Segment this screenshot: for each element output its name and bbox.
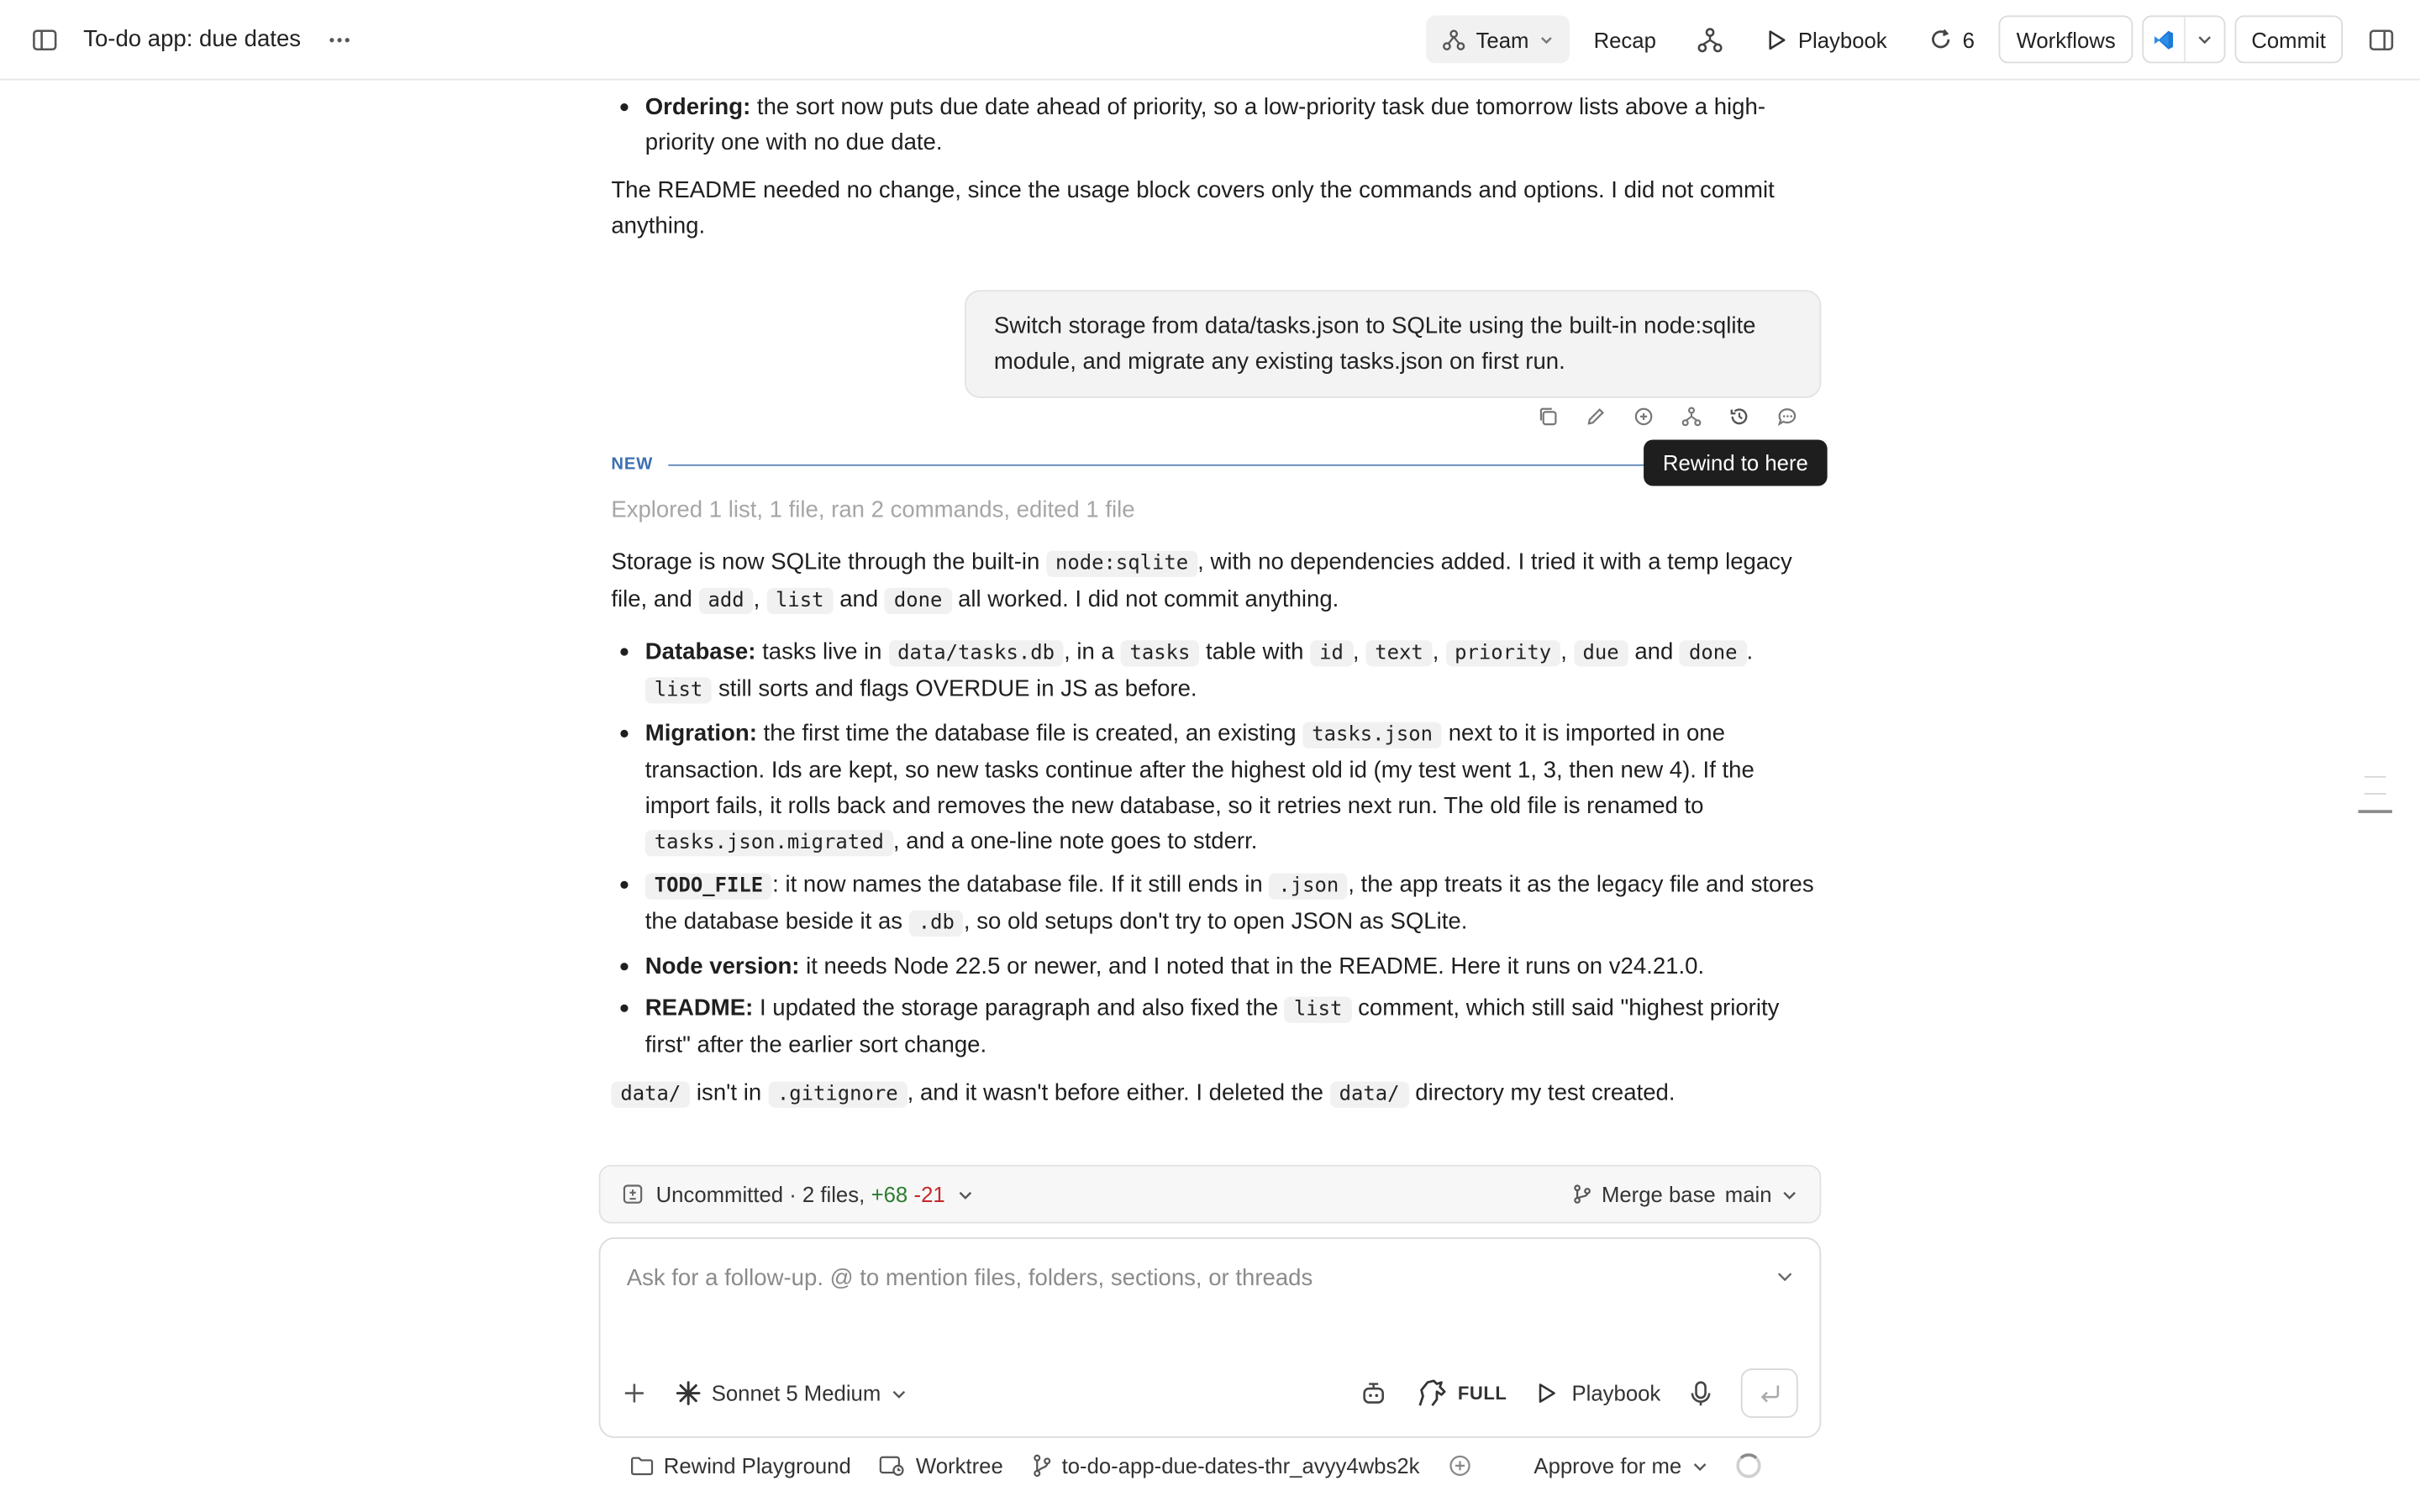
rewind-playground-label: Rewind Playground xyxy=(663,1453,851,1478)
git-branch-icon xyxy=(1031,1453,1053,1478)
refresh-count: 6 xyxy=(1962,27,1975,52)
uncommitted-summary[interactable]: Uncommitted · 2 files, xyxy=(655,1181,865,1207)
text-run: still sorts and flags OVERDUE in JS as before. xyxy=(712,675,1197,702)
text-run: the first time the database file is created, an existing xyxy=(756,719,1303,747)
minimap-mark xyxy=(2365,776,2386,778)
send-button[interactable] xyxy=(1741,1368,1798,1418)
worktree-icon xyxy=(879,1453,907,1478)
text-run: comment, which still said "highest priority first" after the earlier sort change. xyxy=(644,995,1780,1058)
more-options-icon[interactable] xyxy=(323,23,356,56)
inline-code: list xyxy=(645,677,713,703)
team-icon xyxy=(1442,27,1466,51)
inline-code: node:sqlite xyxy=(1046,551,1197,577)
text-run: , xyxy=(1560,638,1574,665)
inline-code: id xyxy=(1310,640,1353,666)
new-divider xyxy=(611,450,1648,478)
refresh-icon xyxy=(1927,26,1953,52)
graph-button[interactable] xyxy=(1681,15,1739,63)
chevron-down-icon[interactable] xyxy=(957,1186,974,1203)
list-item xyxy=(611,90,1821,160)
text-run: , and a one-line note goes to stderr. xyxy=(892,827,1258,854)
inline-code: list xyxy=(766,588,834,614)
previous-response xyxy=(611,81,1821,244)
inline-code: done xyxy=(1680,640,1747,666)
changes-bar xyxy=(599,1165,1822,1224)
team-selector[interactable] xyxy=(1427,15,1569,63)
text-run: : it now names the database file. If it still ends in xyxy=(772,871,1270,898)
text-run: all worked. I did not commit anything. xyxy=(951,585,1339,613)
worktree-label: Worktree xyxy=(915,1453,1003,1478)
chevron-down-icon[interactable] xyxy=(2184,17,2224,61)
thread-title: To-do app: due dates xyxy=(83,26,302,53)
diff-icon xyxy=(622,1184,644,1205)
response-final xyxy=(611,1075,1821,1112)
list-item xyxy=(611,867,1821,941)
inline-code: due xyxy=(1574,640,1628,666)
playbook-composer-button[interactable] xyxy=(1534,1381,1660,1405)
model-label: Sonnet 5 Medium xyxy=(711,1380,881,1406)
text-run: , the app treats it as the legacy file and stores the database beside it as xyxy=(644,871,1814,936)
play-icon xyxy=(1534,1381,1559,1405)
vscode-icon[interactable] xyxy=(2144,17,2184,61)
fork-icon[interactable] xyxy=(1676,402,1706,431)
inline-code: add xyxy=(699,588,754,614)
inline-code: data/ xyxy=(611,1082,690,1108)
text-run: next to it is imported in one transaction. Ids are kept, so new tasks continue after the highest old id (my test went 1, 3, then new 4). If the import fails, it rolls back and removes the new database, so it retries next run. The old file is renamed to xyxy=(644,719,1754,819)
chevron-down-icon[interactable] xyxy=(1775,1267,1795,1287)
composer-footer xyxy=(629,1447,1760,1484)
activity-summary[interactable]: Explored 1 list, 1 file, ran 2 commands, edited 1 file xyxy=(611,496,1135,523)
branch-name: to-do-app-due-dates-thr_avyy4wbs2k xyxy=(1061,1453,1420,1478)
database-label: Database: xyxy=(644,638,756,665)
inline-code: tasks xyxy=(1120,640,1199,666)
folder-icon xyxy=(629,1455,654,1477)
text-run: , in a xyxy=(1064,638,1121,665)
text-run: Storage is now SQLite through the built-in xyxy=(611,549,1046,576)
workflows-button[interactable] xyxy=(1999,15,2133,63)
team-label: Team xyxy=(1476,27,1529,52)
chevron-down-icon xyxy=(1538,32,1553,47)
text-run: , xyxy=(1352,638,1366,665)
worktree-button[interactable] xyxy=(879,1453,1003,1478)
user-message: Switch storage from data/tasks.json to SQLite using the built-in node:sqlite module, and migrate any existing tasks.json on first run. xyxy=(965,290,1821,398)
merge-base-label: Merge base xyxy=(1601,1181,1716,1207)
scroll-minimap[interactable] xyxy=(2358,776,2391,828)
minimap-mark-active xyxy=(2358,810,2391,813)
playbook-button[interactable] xyxy=(1749,15,1902,63)
inline-code: tasks.json.migrated xyxy=(645,829,893,855)
inline-code: priority xyxy=(1445,640,1560,666)
right-panel-toggle-icon[interactable] xyxy=(2365,23,2398,56)
top-bar-right xyxy=(1427,15,2398,63)
top-bar-left xyxy=(0,23,356,56)
model-selector[interactable] xyxy=(675,1379,908,1407)
text-run: directory my test created. xyxy=(1408,1079,1676,1106)
mode-selector[interactable] xyxy=(1414,1378,1507,1409)
inline-code: data/tasks.db xyxy=(888,640,1064,666)
text-run: , xyxy=(1432,638,1446,665)
playbook-label: Playbook xyxy=(1797,27,1887,52)
copy-icon[interactable] xyxy=(1533,402,1562,431)
text-run: , xyxy=(753,585,767,613)
edit-icon[interactable] xyxy=(1581,402,1610,431)
inline-code: text xyxy=(1365,640,1433,666)
playbook-composer-label: Playbook xyxy=(1571,1380,1661,1406)
horse-icon xyxy=(1414,1378,1448,1409)
rewind-playground-button[interactable] xyxy=(629,1453,850,1478)
editor-open-split xyxy=(2142,15,2225,63)
recap-button[interactable] xyxy=(1578,15,1671,63)
inline-code: .gitignore xyxy=(768,1082,908,1108)
play-icon xyxy=(1764,27,1788,51)
text-run: isn't in xyxy=(690,1079,768,1106)
commit-button[interactable] xyxy=(2234,15,2343,63)
top-bar xyxy=(0,0,2420,81)
response-intro xyxy=(611,544,1821,618)
migration-label: Migration: xyxy=(644,719,757,747)
inline-code: .db xyxy=(909,911,964,937)
text-run: , so old setups don't try to open JSON as SQLite. xyxy=(963,908,1468,936)
additions-count: +68 xyxy=(871,1181,908,1207)
new-divider-line xyxy=(669,464,1649,465)
composer xyxy=(599,1237,1822,1438)
text-run: table with xyxy=(1199,638,1311,665)
mode-label: FULL xyxy=(1457,1382,1507,1404)
rewind-tooltip: Rewind to here xyxy=(1644,439,1828,486)
list-item xyxy=(611,634,1821,708)
branch-name-button[interactable] xyxy=(1031,1453,1420,1478)
recap-label: Recap xyxy=(1593,27,1656,52)
ordering-label: Ordering: xyxy=(644,94,751,121)
sidebar-toggle-icon[interactable] xyxy=(28,23,61,56)
plus-icon[interactable] xyxy=(622,1381,646,1405)
message-actions xyxy=(1533,402,1802,431)
refresh-button[interactable] xyxy=(1912,15,1990,63)
ordering-text: the sort now puts due date ahead of priority, so a low-priority task due tomorrow lists above a high-priority one with no due date. xyxy=(644,94,1766,156)
text-run: and xyxy=(1628,638,1680,665)
inline-code: TODO_FILE xyxy=(645,874,772,900)
list-item xyxy=(611,948,1821,984)
inline-code: data/ xyxy=(1330,1082,1409,1108)
list-item xyxy=(611,715,1821,860)
text-run: and xyxy=(833,585,885,613)
approve-label: Approve for me xyxy=(1534,1453,1682,1478)
robot-icon[interactable] xyxy=(1359,1379,1386,1407)
readme-label: README: xyxy=(644,995,754,1021)
inline-code: done xyxy=(885,588,952,614)
composer-toolbar xyxy=(622,1368,1798,1418)
enter-icon xyxy=(1757,1381,1781,1405)
commit-label: Commit xyxy=(2251,27,2326,52)
chevron-down-icon xyxy=(1781,1186,1798,1203)
approve-selector[interactable] xyxy=(1534,1453,1707,1478)
inline-code: list xyxy=(1285,997,1352,1023)
text-run: , with no dependencies added. I tried it with a temp legacy file, and xyxy=(611,549,1792,613)
new-divider-label: NEW xyxy=(611,454,654,474)
deletions-count: -21 xyxy=(913,1181,945,1207)
text-run: it needs Node 22.5 or newer, and I noted that in the README. Here it runs on v24.21.0. xyxy=(799,953,1705,979)
chevron-down-icon xyxy=(890,1384,907,1401)
assistant-response xyxy=(611,544,1821,1112)
text-run: tasks live in xyxy=(755,638,889,665)
microphone-icon[interactable] xyxy=(1688,1379,1712,1407)
branch-icon xyxy=(1570,1184,1592,1205)
workflows-label: Workflows xyxy=(2016,27,2116,52)
graph-icon xyxy=(1697,25,1724,53)
chat-icon[interactable] xyxy=(1772,402,1802,431)
comment-add-icon[interactable] xyxy=(1628,402,1658,431)
text-run: . xyxy=(1746,638,1754,665)
list-item xyxy=(611,990,1821,1063)
add-context-icon[interactable] xyxy=(1448,1453,1472,1478)
minimap-mark xyxy=(2365,793,2386,795)
readme-note: The README needed no change, since the usage block covers only the commands and options. I did not commit anything. xyxy=(611,177,1775,239)
inline-code: tasks.json xyxy=(1302,722,1442,748)
sparkle-icon xyxy=(675,1379,702,1407)
inline-code: .json xyxy=(1269,874,1348,900)
text-run: , and it wasn't before either. I deleted the xyxy=(907,1079,1330,1106)
merge-base-branch: main xyxy=(1724,1181,1772,1207)
chevron-down-icon xyxy=(1691,1457,1707,1474)
composer-tools xyxy=(1359,1368,1797,1418)
node-version-label: Node version: xyxy=(644,953,800,979)
text-run: I updated the storage paragraph and also fixed the xyxy=(753,995,1285,1021)
loading-spinner-icon xyxy=(1736,1453,1760,1478)
merge-base-selector[interactable] xyxy=(1570,1182,1798,1206)
composer-input[interactable]: Ask for a follow-up. @ to mention files, folders, sections, or threads xyxy=(626,1265,1313,1292)
rewind-history-icon[interactable] xyxy=(1724,402,1754,431)
